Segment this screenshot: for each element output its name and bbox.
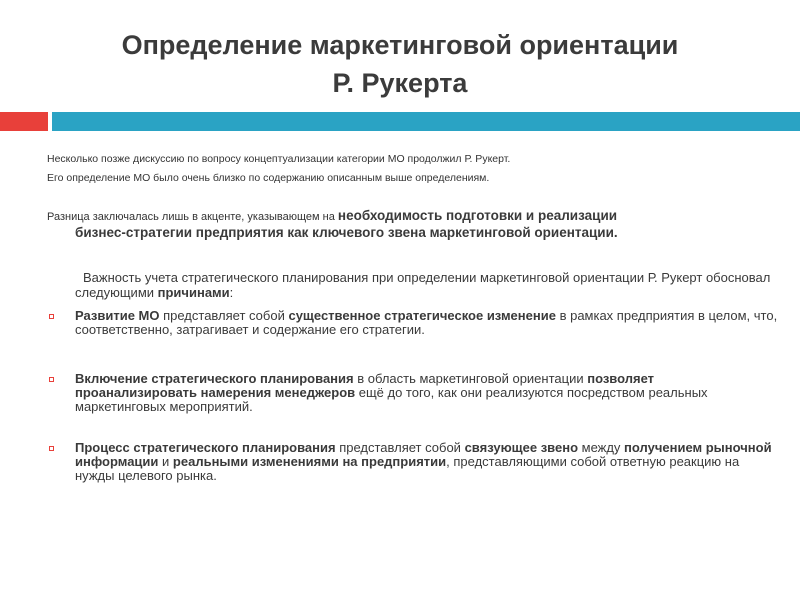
reason-1-text-2: в рамках предприятия в целом, что, соответственно, затрагивает и содержание его стратегии.	[75, 308, 778, 337]
accent-bar-teal	[52, 112, 800, 131]
difference-prefix: Разница заключалась лишь в акценте, указывающем на	[47, 211, 338, 223]
importance-text: Важность учета стратегического планирования при определении маркетинговой ориентации Р. Рукерт обосновал следующими	[75, 270, 771, 300]
slide-title	[60, 26, 740, 102]
difference-bold-2: бизнес-стратегии предприятия как ключевого звена маркетинговой ориентации	[75, 225, 614, 240]
reason-item-2	[49, 372, 779, 414]
reason-1-bold-2: существенное стратегическое изменение	[288, 308, 556, 323]
accent-bar-red	[0, 112, 48, 131]
reason-3-bold-1: Процесс стратегического планирования	[75, 440, 336, 455]
reason-1-bold-1: Развитие МО	[75, 308, 160, 323]
bullet-square-icon	[49, 314, 54, 319]
title-line-1: Определение маркетинговой ориентации	[121, 30, 679, 60]
reason-3-text-1: представляет собой	[335, 440, 465, 455]
reason-1-text-1: представляет собой	[159, 308, 289, 323]
reason-item-3	[49, 441, 779, 483]
importance-end: :	[229, 285, 234, 300]
title-line-2: Р. Рукерта	[332, 68, 468, 98]
reason-3-bold-4: реальными изменениями на предприятии	[172, 454, 447, 469]
reason-3-text-2: между	[578, 440, 625, 455]
reason-item-1	[49, 309, 779, 337]
reason-2-text-1: в область маркетинговой ориентации	[353, 371, 588, 386]
reason-2-bold-2: позволяет проанализировать намерения менеджеров	[75, 371, 655, 400]
importance-bold: причинами	[157, 285, 230, 300]
difference-bold-1: необходимость подготовки и реализации	[337, 208, 618, 223]
reason-2-bold-1: Включение стратегического планирования	[75, 371, 354, 386]
importance-paragraph	[75, 270, 775, 300]
bullet-square-icon	[49, 446, 54, 451]
bullet-square-icon	[49, 377, 54, 382]
intro-paragraph-1: Несколько позже дискуссию по вопросу концептуализации категории МО продолжил Р. Рукерт.	[47, 153, 511, 165]
reason-3-bold-3: получением рыночной информации	[75, 440, 772, 469]
intro-paragraph-2: Его определение МО было очень близко по содержанию описанным выше определениям.	[47, 172, 490, 184]
difference-end: .	[613, 225, 618, 240]
reason-3-text-4: , представляющими собой ответную реакцию на нужды целевого рынка.	[75, 454, 740, 483]
reason-3-bold-2: связующее звено	[464, 440, 579, 455]
reason-2-text-2: ещё до того, как они реализуются посредством реальных маркетинговых мероприятий.	[75, 385, 708, 414]
reason-3-text-3: и	[158, 454, 173, 469]
difference-paragraph	[47, 208, 772, 242]
